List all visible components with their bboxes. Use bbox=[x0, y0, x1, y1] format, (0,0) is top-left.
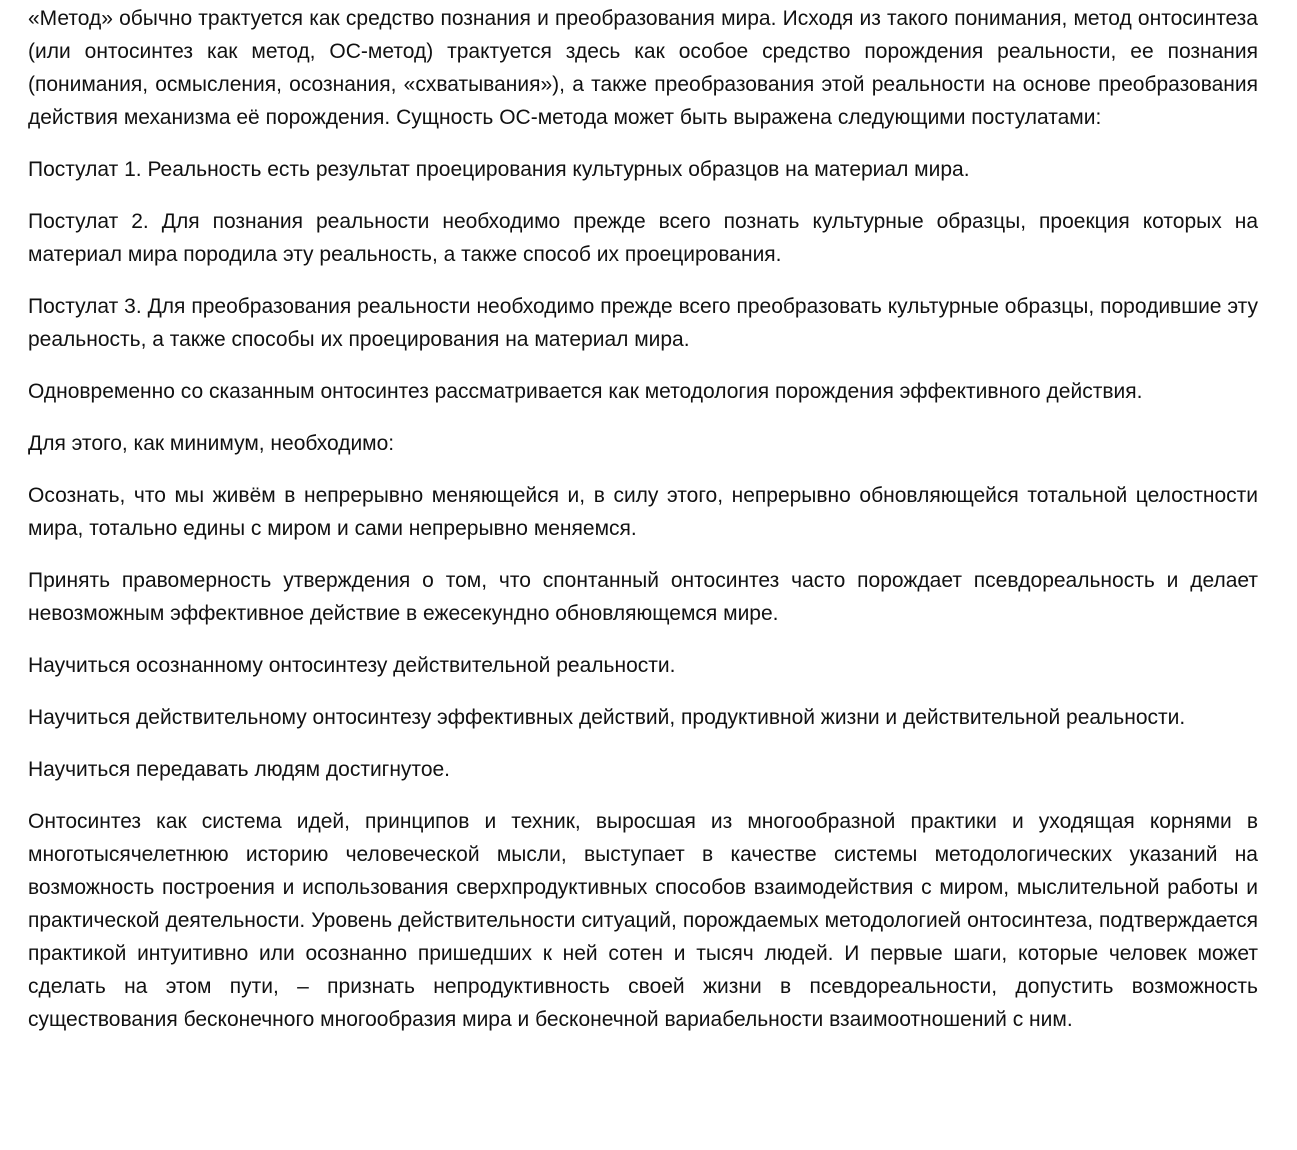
paragraph: Для этого, как минимум, необходимо: bbox=[28, 432, 395, 455]
paragraph: Постулат 2. Для познания реальности необходимо прежде всего познать культурные образцы, проекция которых на материал мира породила эту реальность, а также способ их проецирования. bbox=[28, 210, 1258, 266]
paragraph: Одновременно со сказанным онтосинтез рассматривается как методология порождения эффективного действия. bbox=[28, 380, 1143, 403]
paragraph: Постулат 3. Для преобразования реальности необходимо прежде всего преобразовать культурные образцы, породившие эту реальность, а также способы их проецирования на материал мира. bbox=[28, 295, 1258, 351]
paragraph: Принять правомерность утверждения о том, что спонтанный онтосинтез часто порождает псевдореальность и делает невозможным эффективное действие в ежесекундно обновляющемся мире. bbox=[28, 569, 1258, 625]
paragraph: Осознать, что мы живём в непрерывно меняющейся и, в силу этого, непрерывно обновляющейся тотальной целостности мира, тотально едины с миром и сами непрерывно меняемся. bbox=[28, 484, 1258, 540]
paragraph: Научиться осознанному онтосинтезу действительной реальности. bbox=[28, 654, 676, 677]
paragraph: Постулат 1. Реальность есть результат проецирования культурных образцов на материал мира. bbox=[28, 158, 970, 181]
paragraph: «Метод» обычно трактуется как средство познания и преобразования мира. Исходя из такого понимания, метод онтосинтеза (или онтосинтез как метод, ОС-метод) трактуется здесь как особое средство порождения реальности, ее познания (понимания, осмысления, осознания, «схватывания»), а также преобразования этой реальности на основе преобразования действия механизма её порождения. Сущность ОС-метода может быть выражена следующими постулатами: bbox=[28, 7, 1258, 129]
paragraph: Научиться действительному онтосинтезу эффективных действий, продуктивной жизни и действительной реальности. bbox=[28, 706, 1186, 729]
paragraph: Онтосинтез как система идей, принципов и техник, выросшая из многообразной практики и уходящая корнями в многотысячелетнюю историю человеческой мысли, выступает в качестве системы методологических указаний на возможность построения и использования сверхпродуктивных способов взаимодействия с миром, мыслительной работы и практической деятельности. Уровень действительности ситуаций, порождаемых методологией онтосинтеза, подтверждается практикой интуитивно или осознанно пришедших к ней сотен и тысяч людей. И первые шаги, которые человек может сделать на этом пути, – признать непродуктивность своей жизни в псевдореальности, допустить возможность существования бесконечного многообразия мира и бесконечной вариабельности взаимоотношений с ним. bbox=[28, 810, 1258, 1031]
paragraph: Научиться передавать людям достигнутое. bbox=[28, 758, 451, 781]
